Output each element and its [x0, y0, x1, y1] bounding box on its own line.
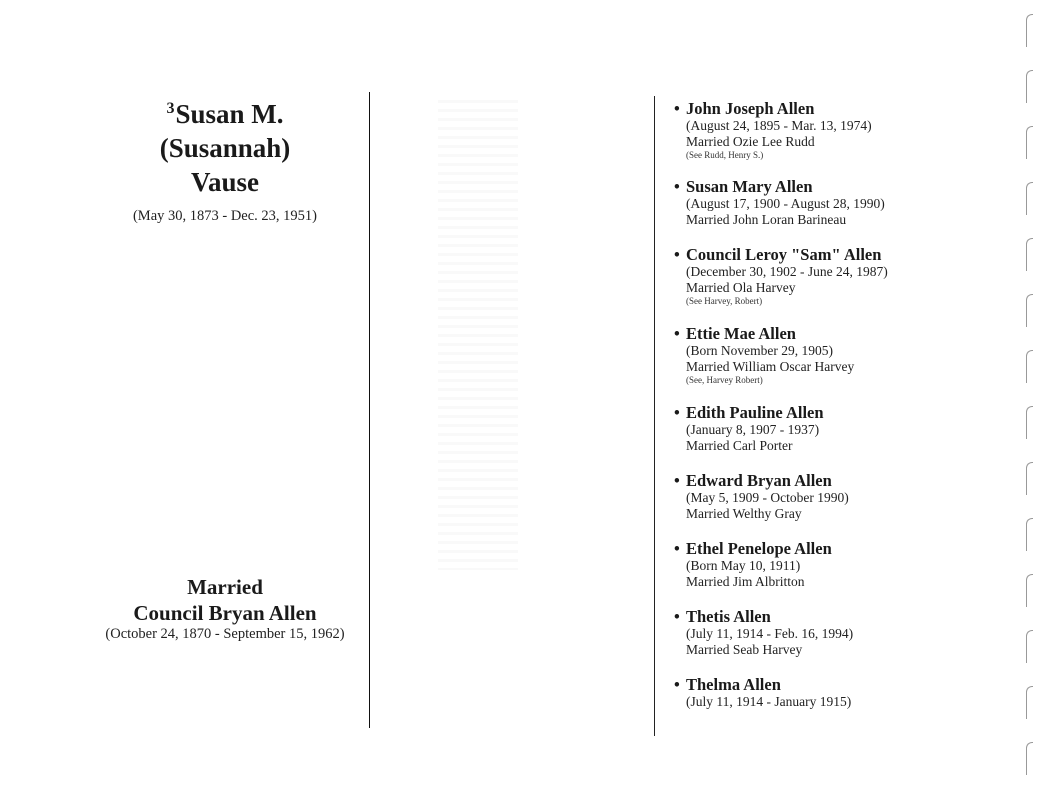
bullet-icon: •	[674, 675, 680, 694]
binding-ring-icon	[1026, 182, 1033, 215]
child-marriage: Married Ozie Lee Rudd	[686, 133, 815, 149]
bleed-through-text	[438, 100, 518, 570]
binding-ring-icon	[1026, 126, 1033, 159]
list-item	[674, 246, 974, 307]
child-dates: (January 8, 1907 - 1937)	[686, 422, 820, 437]
children-list	[674, 100, 974, 710]
list-item	[674, 404, 974, 453]
child-marriage: Married Seab Harvey	[686, 641, 803, 657]
binding-ring-icon	[1026, 70, 1033, 103]
binding-ring-icon	[1026, 518, 1033, 551]
child-name: Edith Pauline Allen	[686, 403, 824, 422]
spouse-name: Council Bryan Allen	[133, 601, 317, 625]
binding-ring-icon	[1026, 686, 1033, 719]
child-name: Thetis Allen	[686, 607, 771, 626]
child-dates: (December 30, 1902 - June 24, 1987)	[686, 264, 888, 279]
binding-ring-icon	[1026, 350, 1033, 383]
bullet-icon: •	[674, 471, 680, 490]
spouse-dates: (October 24, 1870 - September 15, 1962)	[105, 626, 345, 642]
bullet-icon: •	[674, 177, 680, 196]
child-dates: (July 11, 1914 - Feb. 16, 1994)	[686, 626, 854, 641]
bullet-icon: •	[674, 324, 680, 343]
bullet-icon: •	[674, 245, 680, 264]
child-marriage: Married William Oscar Harvey	[686, 358, 855, 374]
list-item	[674, 472, 974, 521]
child-name: Edward Bryan Allen	[686, 471, 832, 490]
subject-block	[60, 92, 390, 225]
child-note: (See Harvey, Robert)	[686, 296, 763, 306]
left-divider	[369, 92, 370, 728]
child-name: John Joseph Allen	[686, 99, 815, 118]
generation-number: 3	[166, 100, 175, 117]
binding-ring-icon	[1026, 630, 1033, 663]
binding-ring-icon	[1026, 406, 1033, 439]
binding-ring-icon	[1026, 462, 1033, 495]
child-dates: (July 11, 1914 - January 1915)	[686, 694, 852, 709]
child-name: Thelma Allen	[686, 675, 781, 694]
subject-name-line3: Vause	[190, 167, 260, 197]
subject-name-line2: (Susannah)	[159, 133, 291, 163]
subject-first-name: Susan M.	[175, 99, 284, 129]
married-heading: Married	[187, 575, 263, 599]
list-item	[674, 325, 974, 386]
child-marriage: Married John Loran Barineau	[686, 211, 847, 227]
child-name: Susan Mary Allen	[686, 177, 813, 196]
child-note: (See Rudd, Henry S.)	[686, 150, 764, 160]
child-name: Council Leroy "Sam" Allen	[686, 245, 882, 264]
child-dates: (August 24, 1895 - Mar. 13, 1974)	[686, 118, 872, 133]
bullet-icon: •	[674, 539, 680, 558]
child-marriage: Married Jim Albritton	[686, 573, 805, 589]
binding-ring-icon	[1026, 238, 1033, 271]
subject-name-line1	[60, 92, 390, 131]
binding-ring-icon	[1026, 574, 1033, 607]
binding-ring-icon	[1026, 294, 1033, 327]
bullet-icon: •	[674, 607, 680, 626]
spouse-block	[60, 574, 390, 642]
binding-ring-icon	[1026, 742, 1033, 775]
child-name: Ethel Penelope Allen	[686, 539, 832, 558]
right-divider	[654, 96, 655, 736]
child-note: (See, Harvey Robert)	[686, 375, 763, 385]
child-dates: (Born May 10, 1911)	[686, 558, 801, 573]
child-dates: (May 5, 1909 - October 1990)	[686, 490, 849, 505]
child-marriage: Married Carl Porter	[686, 437, 793, 453]
child-marriage: Married Ola Harvey	[686, 279, 796, 295]
list-item	[674, 100, 974, 161]
list-item	[674, 178, 974, 227]
child-dates: (August 17, 1900 - August 28, 1990)	[686, 196, 885, 211]
list-item	[674, 608, 974, 657]
binding-edge	[1024, 8, 1038, 808]
bullet-icon: •	[674, 403, 680, 422]
bullet-icon: •	[674, 99, 680, 118]
child-name: Ettie Mae Allen	[686, 324, 796, 343]
binding-ring-icon	[1026, 14, 1033, 47]
child-dates: (Born November 29, 1905)	[686, 343, 833, 358]
child-marriage: Married Welthy Gray	[686, 505, 802, 521]
subject-dates: (May 30, 1873 - Dec. 23, 1951)	[132, 208, 318, 224]
list-item	[674, 676, 974, 710]
list-item	[674, 540, 974, 589]
